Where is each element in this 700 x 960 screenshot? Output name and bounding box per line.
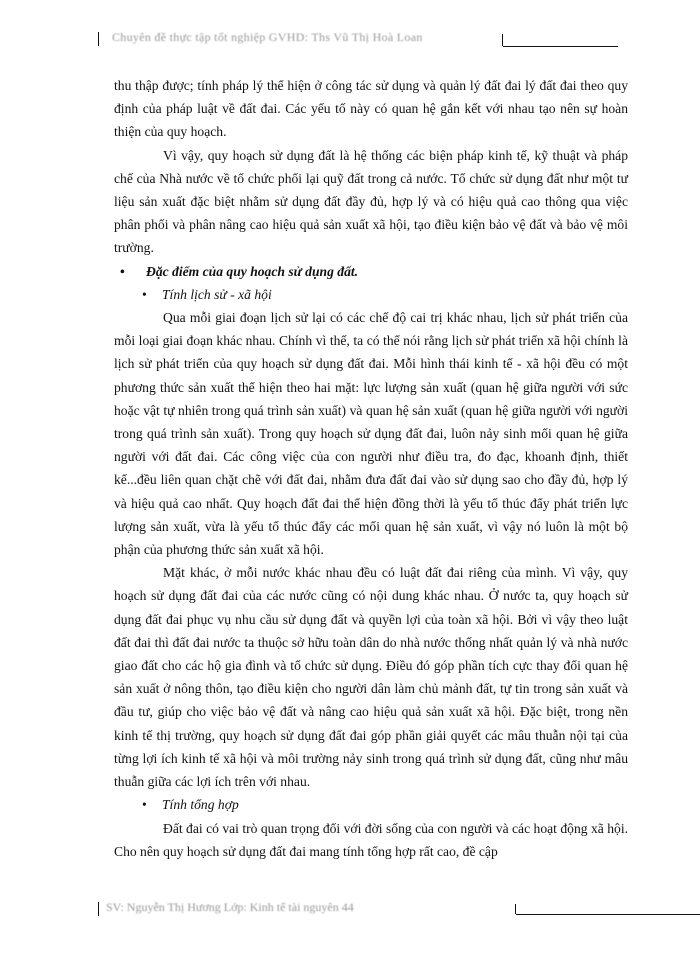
subheading-synthesis [114, 793, 628, 816]
footer-left-bar [98, 902, 103, 916]
header-text: Chuyên đề thực tập tốt nghiệp GVHD: Ths Vũ Thị Hoà Loan [112, 30, 423, 44]
subheading-history [114, 283, 628, 306]
page-footer [98, 900, 623, 920]
paragraph-definition: Vì vậy, quy hoạch sử dụng đất là hệ thống các biện pháp kinh tế, kỹ thuật và pháp chế của Nhà nước về tổ chức phối lại quỹ đất trong cả nước. Tổ chức sử dụng đất như một tư liệu sản xuất đặc biệt nhằm sử dụng đất đầy đủ, hợp lý và có hiệu quả cao thông qua việc phân phối và phân nâng cao hiệu quả sản xuất xã hội, tạo điều kiện bảo vệ đất và bảo vệ môi trường. [114, 147, 628, 256]
subheading-history-text: Tính lịch sử - xã hội [162, 286, 272, 302]
paragraph-continued: thu thập được; tính pháp lý thể hiện ở công tác sử dụng và quản lý đất đai lý đất đai theo quy định của pháp luật về đất đai. Các yếu tố này có quan hệ gắn kết với nhau tạo nên sự hoàn thiện của quy hoạch. [114, 78, 628, 140]
footer-text: SV: Nguyễn Thị Hương Lớp: Kinh tế tài nguyên 44 [106, 900, 354, 914]
header-rule [503, 46, 618, 47]
paragraph-synthesis: Đất đai có vai trò quan trọng đối với đời sống của con người và các hoạt động xã hội. Cho nên quy hoạch sử dụng đất đai mang tính tổng hợp rất cao, đề cập [114, 820, 628, 859]
header-left-bar [98, 32, 103, 46]
page-header [98, 30, 623, 50]
paragraph-history: Qua mỗi giai đoạn lịch sử lại có các chế độ cai trị khác nhau, lịch sử phát triển của mỗi loại giai đoạn khác nhau. Chính vì thế, ta có thể nói rằng lịch sử phát triển xã hội chính là lịch sử phát triển của quy hoạch sử dụng đất đai. Mỗi hình thái kinh tế - xã hội đều có một phương thức sản xuất thể hiện theo hai mặt: lực lượng sản xuất (quan hệ giữa người với sức hoặc vật tự nhiên trong quá trình sản xuất) và quan hệ sản xuất (quan hệ giữa người với người trong quá trình sản xuất). Trong quy hoạch sử dụng đất đai, luôn nảy sinh mối quan hệ giữa người với đất đai. Các công việc của con người như điều tra, đo đạc, khoanh định, thiết kế...đều liên quan chặt chẽ với đất đai, nhằm đưa đất đai vào sử dụng sao cho đầy đủ, hợp lý và hiệu quả cao nhất. Quy hoạch đất đai thể hiện đồng thời là yếu tố thúc đẩy phát triển lực lượng sản xuất, vừa là yếu tố thúc đẩy các mối quan hệ sản xuất, vì vậy nó luôn là một bộ phận của phương thức sản xuất xã hội. [114, 310, 628, 558]
subheading-synthesis-text: Tính tổng hợp [162, 797, 239, 813]
paragraph-law: Mặt khác, ở mỗi nước khác nhau đều có luật đất đai riêng của mình. Vì vậy, quy hoạch sử dụng đất đai của các nước cũng có nội dung khác nhau. Ở nước ta, quy hoạch sử dụng đất đai phục vụ nhu cầu sử dụng đất và quyền lợi của toàn xã hội. Bởi vì vậy theo luật đất đai thì đất đai nước ta thuộc sở hữu toàn dân do nhà nước thống nhất quản lý và nhà nước giao đất cho các hộ gia đình và tổ chức sử dụng. Điều đó góp phần tích cực thay đổi quan hệ sản xuất ở nông thôn, tạo điều kiện cho người dân làm chủ mảnh đất, tự tin trong sản xuất và đầu tư, giúp cho việc bảo vệ đất và nâng cao hiệu quả sản xuất xã hội. Đặc biệt, trong nền kinh tế thị trường, quy hoạch sử dụng đất đai góp phần giải quyết các mâu thuẫn nội tại của từng lợi ích kinh tế xã hội và môi trường nảy sinh trong quá trình sử dụng đất, cũng như mâu thuẫn giữa các lợi ích trên với nhau. [114, 565, 628, 790]
bullet-icon: • [120, 263, 125, 279]
section-heading [114, 260, 628, 283]
footer-rule [516, 914, 700, 915]
document-body [114, 74, 628, 863]
header-divider-tick [502, 34, 503, 46]
section-heading-text: Đặc điểm của quy hoạch sử dụng đất. [146, 263, 359, 279]
footer-divider-tick [515, 904, 516, 914]
bullet-icon: • [142, 286, 147, 302]
bullet-icon: • [142, 797, 147, 813]
